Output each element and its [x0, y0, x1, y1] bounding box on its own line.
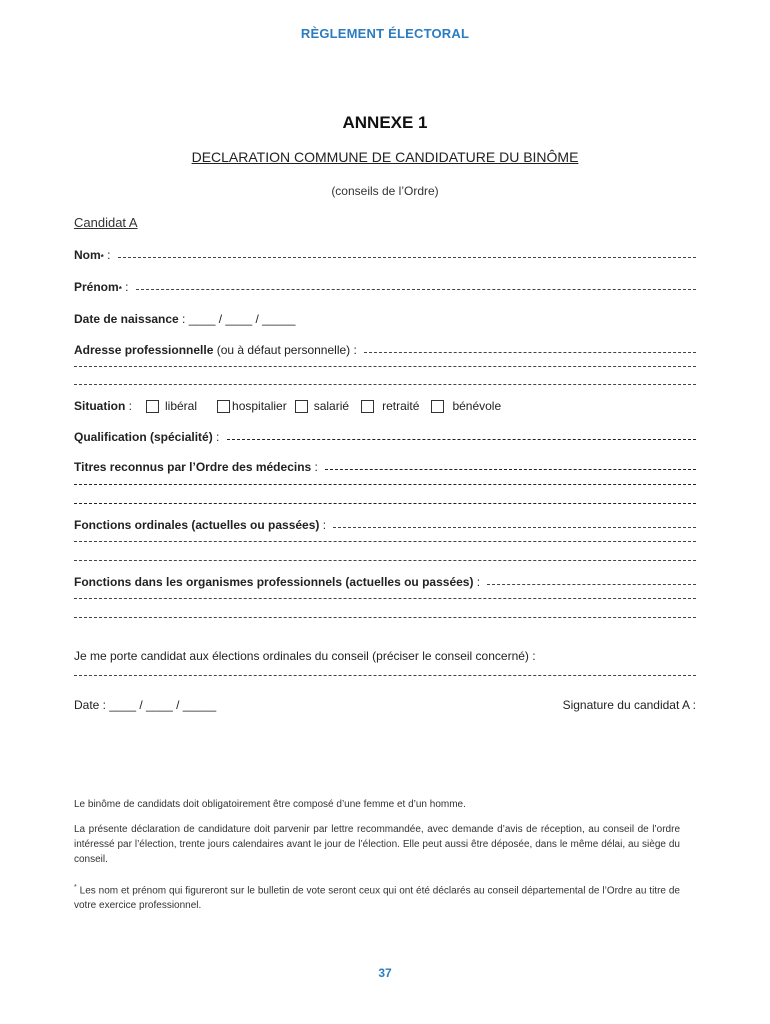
fonctions-ordinales-label: Fonctions ordinales (actuelles ou passées)	[74, 518, 320, 532]
checkbox-salarie[interactable]	[295, 400, 308, 413]
nom-separator: :	[103, 248, 114, 262]
footnote-text: Les nom et prénom qui figureront sur le bulletin de vote seront ceux qui ont été déclarés au conseil départemental de l’Ordre au titre de votre exercice professionnel.	[74, 885, 680, 912]
prenom-asterisk: *	[118, 285, 122, 294]
candidat-label: Candidat A	[74, 215, 138, 230]
annexe-title: ANNEXE 1	[342, 113, 428, 132]
qualification-fill-line[interactable]	[227, 439, 696, 440]
checkbox-hospitalier[interactable]	[217, 400, 230, 413]
date-naissance-value[interactable]: : ____ / ____ / _____	[178, 312, 296, 326]
footnote-mark: *	[74, 884, 77, 891]
situation-field	[74, 398, 696, 414]
prenom-field[interactable]	[74, 278, 696, 294]
document-header: RÈGLEMENT ÉLECTORAL	[300, 26, 470, 41]
qualification-label: Qualification (spécialité)	[74, 430, 213, 444]
date-label[interactable]: Date : ____ / ____ / _____	[74, 698, 217, 712]
fonctions-organismes-fill-line-3[interactable]	[74, 617, 696, 618]
conseil-label: Je me porte candidat aux élections ordinales du conseil (préciser le conseil concerné) :	[74, 649, 536, 663]
nom-asterisk: *	[100, 253, 104, 262]
date-naissance-label: Date de naissance	[74, 312, 179, 326]
checkbox-retraite[interactable]	[361, 400, 374, 413]
declaration-subtitle: (conseils de l’Ordre)	[331, 184, 439, 198]
checkbox-liberal[interactable]	[146, 400, 159, 413]
date-naissance-field[interactable]	[74, 310, 696, 326]
titres-fill-line[interactable]	[325, 469, 696, 470]
nom-fill-line[interactable]	[118, 257, 696, 258]
titres-field[interactable]	[74, 458, 696, 474]
prenom-separator: :	[121, 280, 132, 294]
situation-label: Situation	[74, 399, 126, 413]
declaration-title: DECLARATION COMMUNE DE CANDIDATURE DU BINÔME	[191, 149, 579, 165]
signature-label: Signature du candidat A :	[562, 698, 696, 712]
conseil-field	[74, 647, 696, 663]
page-number: 37	[378, 966, 392, 980]
note-envoi: La présente déclaration de candidature doit parvenir par lettre recommandée, avec demande d’avis de réception, au conseil de l’ordre intéressé par l’élection, trente jours calendaires avant le jour de l’élection. Elle peut aussi être déposée, dans le même délai, au siège du conseil.	[74, 824, 680, 865]
prenom-fill-line[interactable]	[136, 289, 696, 290]
fonctions-ordinales-fill-line-2[interactable]	[74, 541, 696, 542]
situation-separator: :	[125, 399, 132, 413]
fonctions-ordinales-fill-line-3[interactable]	[74, 560, 696, 561]
titres-fill-line-3[interactable]	[74, 503, 696, 504]
qualification-field[interactable]	[74, 428, 696, 444]
checkbox-benevole[interactable]	[431, 400, 444, 413]
option-retraite: retraité	[382, 399, 420, 413]
fonctions-organismes-label: Fonctions dans les organismes professionnels (actuelles ou passées)	[74, 575, 474, 589]
titres-label: Titres reconnus par l’Ordre des médecins	[74, 460, 312, 474]
fonctions-organismes-separator: :	[473, 575, 484, 589]
date-field[interactable]	[74, 696, 216, 712]
adresse-label: Adresse professionnelle	[74, 343, 214, 357]
option-hospitalier: hospitalier	[232, 399, 287, 413]
qualification-separator: :	[212, 430, 223, 444]
fonctions-organismes-fill-line-2[interactable]	[74, 598, 696, 599]
adresse-note: (ou à défaut personnelle) :	[213, 343, 361, 357]
fonctions-ordinales-fill-line[interactable]	[333, 527, 696, 528]
titres-fill-line-2[interactable]	[74, 484, 696, 485]
adresse-fill-line-3[interactable]	[74, 384, 696, 385]
option-liberal: libéral	[165, 399, 198, 413]
prenom-label: Prénom	[74, 280, 119, 294]
option-salarie: salarié	[313, 399, 350, 413]
adresse-fill-line-2[interactable]	[74, 366, 696, 367]
conseil-fill-line[interactable]	[74, 675, 696, 676]
nom-field[interactable]	[74, 246, 696, 262]
fonctions-organismes-field[interactable]	[74, 573, 696, 589]
note-binome: Le binôme de candidats doit obligatoirement être composé d’une femme et d’un homme.	[74, 799, 466, 810]
footnote	[74, 880, 680, 913]
adresse-field[interactable]	[74, 341, 696, 357]
nom-label: Nom	[74, 248, 101, 262]
fonctions-ordinales-separator: :	[319, 518, 330, 532]
adresse-fill-line[interactable]	[364, 352, 696, 353]
fonctions-organismes-fill-line[interactable]	[487, 584, 696, 585]
option-benevole: bénévole	[452, 399, 502, 413]
titres-separator: :	[311, 460, 322, 474]
fonctions-ordinales-field[interactable]	[74, 516, 696, 532]
